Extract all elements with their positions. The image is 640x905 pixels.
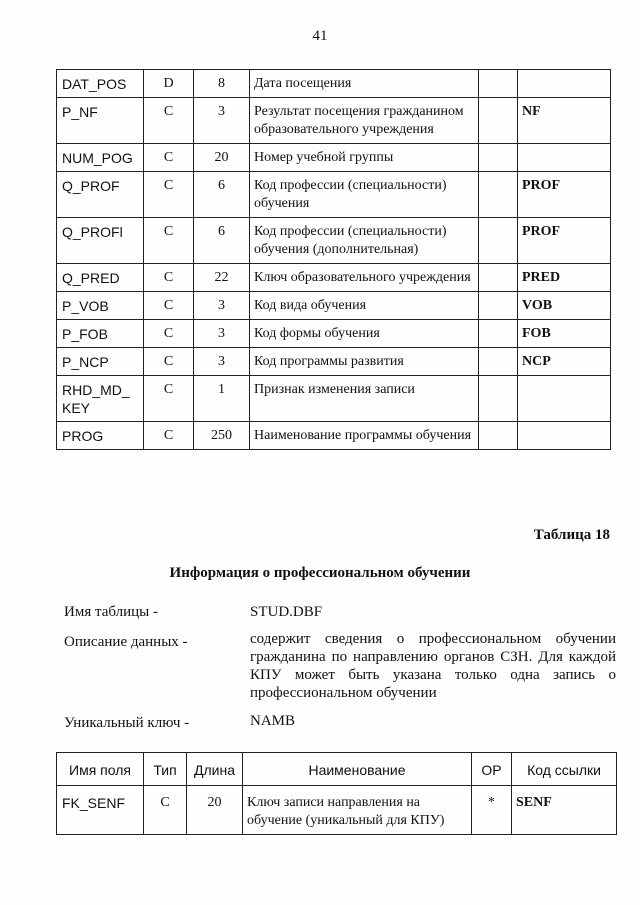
field-type: C	[144, 172, 194, 218]
column-header-name: Имя поля	[57, 753, 144, 786]
field-length: 20	[187, 786, 243, 835]
description-label: Описание данных -	[64, 634, 188, 650]
field-length: 250	[194, 422, 250, 450]
field-ref	[518, 144, 611, 172]
field-op	[479, 98, 518, 144]
field-op	[479, 422, 518, 450]
field-ref: NF	[518, 98, 611, 144]
field-op	[479, 292, 518, 320]
field-name: NUM_POG	[57, 144, 144, 172]
field-op	[479, 320, 518, 348]
field-length: 8	[194, 70, 250, 98]
field-length: 20	[194, 144, 250, 172]
field-op: *	[472, 786, 512, 835]
field-ref: PROF	[518, 172, 611, 218]
field-ref	[518, 70, 611, 98]
table-row	[57, 292, 611, 320]
field-op	[479, 70, 518, 98]
field-name: DAT_POS	[57, 70, 144, 98]
table-row	[57, 98, 611, 144]
field-description: Код программы развития	[250, 348, 479, 376]
table-name-value: STUD.DBF	[250, 604, 323, 620]
table-row	[57, 172, 611, 218]
field-name: P_NF	[57, 98, 144, 144]
field-length: 3	[194, 98, 250, 144]
field-op	[479, 218, 518, 264]
table-name-label: Имя таблицы -	[64, 604, 158, 620]
field-type: C	[144, 422, 194, 450]
field-type: C	[144, 376, 194, 422]
field-name: Q_PROF	[57, 172, 144, 218]
field-ref: FOB	[518, 320, 611, 348]
field-description: Код профессии (специальности) обучения	[250, 172, 479, 218]
field-op	[479, 172, 518, 218]
field-type: C	[144, 264, 194, 292]
field-name: P_FOB	[57, 320, 144, 348]
unique-key-value: NAMB	[250, 713, 296, 729]
field-length: 6	[194, 172, 250, 218]
field-description: Код профессии (специальности) обучения (дополнительная)	[250, 218, 479, 264]
field-length: 3	[194, 292, 250, 320]
column-header-ref: Код ссылки	[512, 753, 617, 786]
field-ref: VOB	[518, 292, 611, 320]
field-op	[479, 348, 518, 376]
field-ref	[518, 422, 611, 450]
field-description: Код вида обучения	[250, 292, 479, 320]
field-name: Q_PROFl	[57, 218, 144, 264]
table-row	[57, 786, 617, 835]
table-row	[57, 376, 611, 422]
field-description: Номер учебной группы	[250, 144, 479, 172]
table-row	[57, 320, 611, 348]
field-name: FK_SENF	[57, 786, 144, 835]
field-ref	[518, 376, 611, 422]
field-description: Код формы обучения	[250, 320, 479, 348]
field-op	[479, 376, 518, 422]
table-row	[57, 70, 611, 98]
field-description: Дата посещения	[250, 70, 479, 98]
field-type: C	[144, 786, 187, 835]
field-length: 1	[194, 376, 250, 422]
field-ref: NCP	[518, 348, 611, 376]
page-number: 41	[312, 28, 328, 44]
column-header-op: ОР	[472, 753, 512, 786]
field-name: Q_PRED	[57, 264, 144, 292]
table-row	[57, 218, 611, 264]
field-length: 6	[194, 218, 250, 264]
table-row	[57, 422, 611, 450]
fields-table	[56, 752, 617, 835]
column-header-length: Длина	[187, 753, 243, 786]
field-type: C	[144, 98, 194, 144]
column-header-type: Тип	[144, 753, 187, 786]
field-type: C	[144, 348, 194, 376]
field-type: C	[144, 144, 194, 172]
field-ref: PRED	[518, 264, 611, 292]
field-description: Ключ записи направления на обучение (уникальный для КПУ)	[243, 786, 472, 835]
table-row	[57, 144, 611, 172]
field-op	[479, 264, 518, 292]
field-name: P_NCP	[57, 348, 144, 376]
field-op	[479, 144, 518, 172]
table-row	[57, 348, 611, 376]
field-ref: SENF	[512, 786, 617, 835]
unique-key-label: Уникальный ключ -	[64, 715, 190, 731]
field-type: C	[144, 320, 194, 348]
field-type: C	[144, 218, 194, 264]
field-name: RHD_MD_ KEY	[57, 376, 144, 422]
field-name: PROG	[57, 422, 144, 450]
field-length: 3	[194, 348, 250, 376]
field-name: P_VOB	[57, 292, 144, 320]
field-type: C	[144, 292, 194, 320]
field-length: 22	[194, 264, 250, 292]
table-caption-number: Таблица 18	[533, 527, 610, 543]
field-description: Наименование программы обучения	[250, 422, 479, 450]
fields-table-continued	[56, 69, 611, 450]
description-value: содержит сведения о профессиональном обучении гражданина по направлению органов СЗН. Для каждой КПУ может быть указана только одна запись о профессиональном обучении	[250, 631, 616, 701]
field-type: D	[144, 70, 194, 98]
field-length: 3	[194, 320, 250, 348]
field-ref: PROF	[518, 218, 611, 264]
field-description: Результат посещения гражданином образовательного учреждения	[250, 98, 479, 144]
field-description: Ключ образовательного учреждения	[250, 264, 479, 292]
column-header-description: Наименование	[243, 753, 472, 786]
section-title: Информация о профессиональном обучении	[169, 565, 471, 581]
field-description: Признак изменения записи	[250, 376, 479, 422]
table-row	[57, 264, 611, 292]
table-header-row	[57, 753, 617, 786]
